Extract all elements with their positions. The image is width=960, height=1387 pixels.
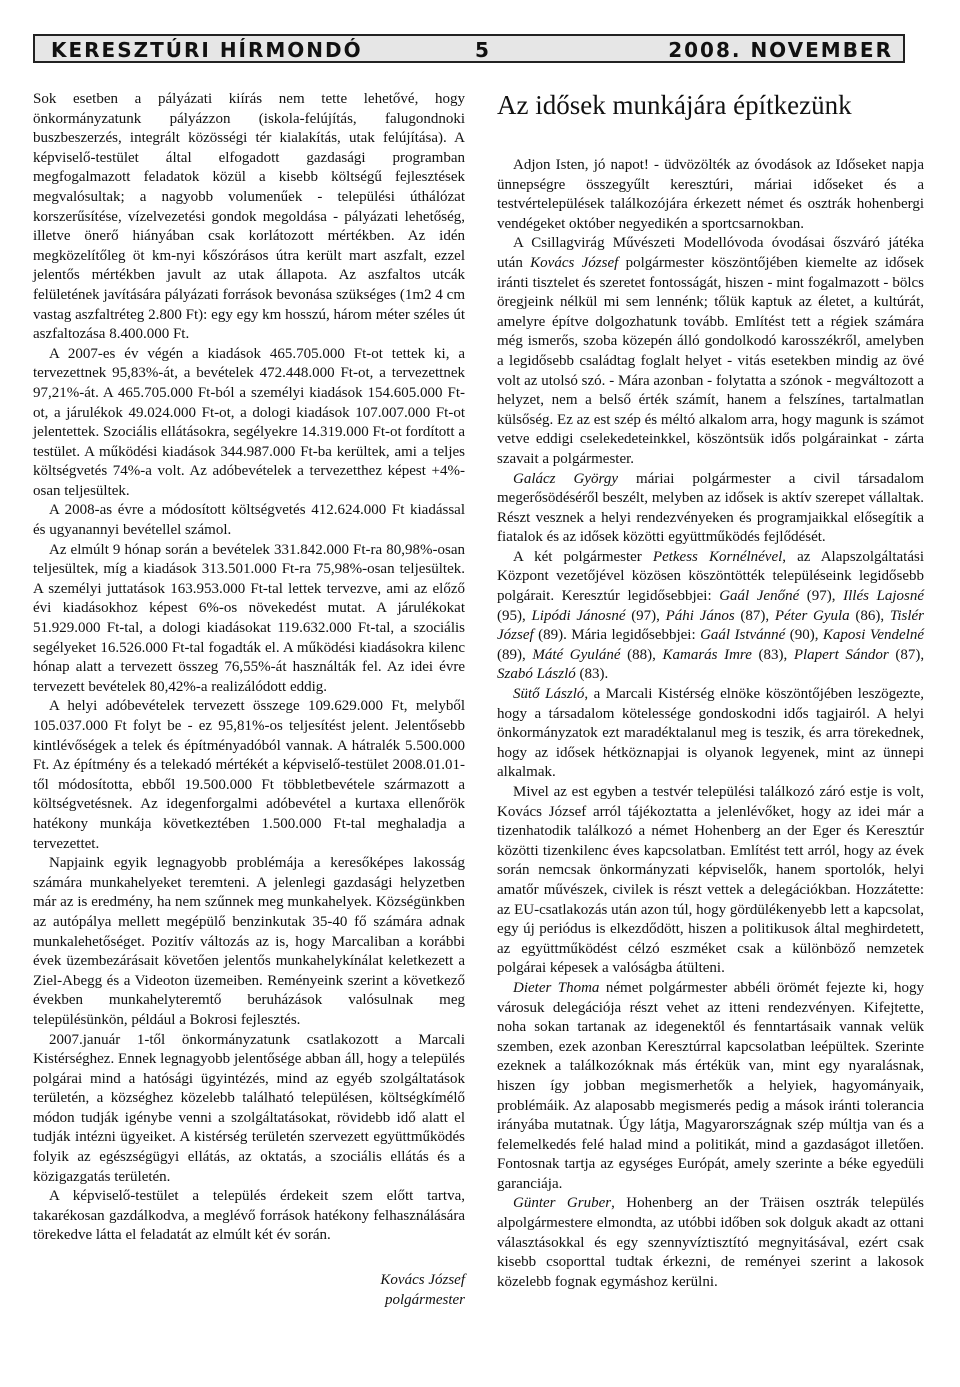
issue-date: 2008. NOVEMBER: [668, 38, 893, 62]
paragraph: Az elmúlt 9 hónap során a bevételek 331.842.000 Ft-ra 80,98%-osan teljesültek, míg a kiadások 313.501.000 Ft-ra 75,98%-osan teljesültek. A személyi juttatások 163.953.000 Ft-tal lettek tervezve, ami az előző évi kiadásokhoz képest 6%-os növekedést mutat. A járulékokat 51.929.000 Ft-tal, a dologi kiadásokat 119.632.000 Ft-tal, a szociális segélyeket 16.526.000 Ft-tal fogadták el. A működési kiadásokra kilenc hónap alatt a tervezett összeg 76,55%-át használták fel. Az idei évre tervezett bevételek 80,42%-a realizálódott eddig.: [33, 541, 465, 695]
paragraph: Dieter Thoma német polgármester abbéli örömét fejezte ki, hogy városuk delegációja részt vehet az itteni rendezvényen. Kifejtette, noha sokan tartanak az idegenektől és fenntartásaik vannak velük szemben, ezek azonban Keresztúrral kapcsolatban leépültek. Szerinte ezeknek a találkozóknak más értékük van, mint egy nyaralásnak, hiszen így jobban megismerhetők a helyiek, hagyományaik, problémáik. Az alaposabb megismerés pedig a mások iránti tolerancia irányába mutatnak. Úgy látja, Magyarországnak szép múltja van és a felemelkedés felé halad mind a politikát, mind a gazdaságot illetően. Fontosnak tartja az egységes Európát, amely szerinte a béke egyedüli garanciája.: [497, 979, 924, 1192]
signature-title: polgármester: [385, 1292, 465, 1309]
paragraph: Mivel az est egyben a testvér települési találkozó záró estje is volt, Kovács József arról tájékoztatta a jelenlévőket, hogy az idei már a tizenhatodik találkozó a német Hohenberg an der Eger és Keresztúr közötti tizenkilenc éves kapcsolatban. Említést tett arról, hogy az évek során nemcsak önkormányzati képviselők, hanem sportolók, helyi amatőr művészek, civilek is részt vettek a delegációkban. Hozzátette: az EU-csatlakozás után azon túl, hogy gördülékenyebb lett a kapcsolat, egy új periódus is elkezdődött, hiszen a politikusok által meghirdetett, az együttműködést célzó eszméket csak a különböző nemzetek polgárai képesek a valóságba átülteni.: [497, 784, 924, 977]
paragraph: A helyi adóbevételek tervezett összege 109.629.000 Ft, melyből 105.037.000 Ft folyt be - ez 95,81%-os teljesítést jelent. Jelentősebb kintlévőségek a telek és építményadóból vannak. A hátralék 5.500.000 Ft. Az építmény és a telekadó mértékét a képviselő-testület 2008.01.01-től módosította, ebből 19.500.000 Ft többletbevétele származott a költségvetésnek. Az idegenforgalmi adóbevétel a kurtaxa ellenőrök hatékony munkája következtében 1.500.000 Ft-tal meghaladja a tervezettet.: [33, 698, 465, 852]
signature-name: Kovács József: [380, 1272, 465, 1289]
paragraph: Adjon Isten, jó napot! - üdvözölték az óvodások az Időseket napja ünnepségre összegyűlt keresztúri, máriai időseket és a testvértelepülések találkozójára érkezett német és osztrák hohenbergi vendégeket október negyedikén a sportcsarnokban.: [497, 157, 924, 232]
signature: [33, 1270, 465, 1310]
person-name: Sütő László: [513, 686, 585, 703]
paragraph: Günter Gruber, Hohenberg an der Träisen osztrák település alpolgármestere elmondta, az utóbbi időben sok dolguk akadt az ottani választásokkal és egy szennyvíztisztító megnyitásával, ezért csak kisebb csoporttal tudtak érkezni, de reményei szerint a lakosok közelebb fognak egymáshoz kerülni.: [497, 1195, 924, 1290]
publication-name: KERESZTÚRI HÍRMONDÓ: [51, 38, 363, 62]
paragraph: Sütő László, a Marcali Kistérség elnöke köszöntőjében leszögezte, hogy a társadalom kötelessége gondoskodni idős tagjairól. A helyi önkormányzatok ezt maradéktalanul meg is teszik, és arra törekednek, hogy az idősek hétköznapjai is olyanok legyenek, mint az ünnepi alkalmak.: [497, 686, 924, 781]
paragraph: 2007.január 1-től önkormányzatunk csatlakozott a Marcali Kistérséghez. Ennek legnagyobb jelentősége abban áll, hogy a település polgárai mind a hatósági ügyintézés, mind az egyéb szolgáltatások területén, a községhez közelebb található településen, költségkímélő módon tudják igénybe venni a szolgáltatásokat, rövidebb idő alatt el tudják intézni ügyeiket. A kistérség területén szervezett együttműködés folyik az egészségügyi ellátás, az oktatás, a szociális ellátás és a közigazgatás területén.: [33, 1031, 465, 1185]
person-name: Kovács József: [530, 254, 619, 271]
right-column-article: [497, 88, 924, 1292]
page-header: [33, 34, 905, 63]
left-column-article: [33, 90, 465, 1310]
person-name: Dieter Thoma: [513, 979, 600, 996]
paragraph: A Csillagvirág Művészeti Modellóvoda óvodásai őszváró játéka után Kovács József polgármester köszöntőjében kiemelte az idősek iránti tisztelet és szeretet fontosságát, hiszen - mint fogalmazott - bölcs öregjeink nélkül mi sem lennénk; tőlük kaptuk az életet, a kultúrát, amelyre építve dolgozhatunk tovább. Említést tett a régiek számára még ismerős, szoba közepén álló gondolkodó karosszékről, amelyben a legidősebb családtag foglalt helyet - vitás esetekben mindig az övé volt az utolsó szó. - Mára azonban - folytatta a szónok - megváltozott a helyzet, nem a belső érték számít, hanem a felszínes, tartalmatlan külsőség. Ez az est szép és méltó alkalom arra, hogy magunk is számot vetve eddigi cselekedeteinkkel, köszöntsük idős polgárainkat - zárta szavait a polgármester.: [497, 235, 924, 467]
paragraph: A képviselő-testület a település érdekeit szem előtt tartva, takarékosan gazdálkodva, a meglévő források hatékony felhasználására törekedve látta el feladatát az elmúlt két év során.: [33, 1188, 465, 1244]
paragraph: Galácz György máriai polgármester a civil társadalom megerősödéséről beszélt, melyben az idősek is aktív szerepet vállaltak. Részt vesznek a helyi rendezvényeken és programjaikkal elősegítik a fiatalok és az idősek közötti együttműködés fejlődését.: [497, 470, 924, 546]
person-name: Galácz György: [513, 470, 618, 487]
person-name: Petkess Kornélnével: [652, 548, 783, 565]
paragraph: A 2008-as évre a módosított költségvetés 412.624.000 Ft kiadással és ugyanannyi bevétellel számol.: [33, 502, 465, 539]
person-name: Günter Gruber: [513, 1195, 612, 1212]
page-number: 5: [475, 38, 489, 62]
article-title: Az idősek munkájára építkezünk: [497, 90, 852, 120]
paragraph: Napjaink egyik legnagyobb problémája a keresőképes lakosság számára munkahelyeket teremteni. A jelenlegi gazdasági helyzetben már az is eredmény, ha nem szűnnek meg munkahelyek. Községünkben az autópálya mellett megépülő benzinkutak 35-40 fő számára adnak munkalehetőséget. Pozitív változás az is, hogy Marcaliban a korábbi évek üzembezárásait követően jelentős munkahelykínálat keletkezett a Ziel-Abegg és a Videoton üzemeiben. Reményeink szerint a következő években munkahelyteremtő beruházások valósulnak meg településünkön, például a Bokrosi fejlesztés.: [33, 855, 465, 1028]
paragraph: Sok esetben a pályázati kiírás nem tette lehetővé, hogy önkormányzatunk pályázzon (iskola-felújítás, falugondnoki buszbeszerzés, integrált közösségi tér kialakítás, utak felújítása). A képviselő-testület által elfogadott gazdasági programban megfogalmazott feladatok közül a kisebb költségű fejlesztések megvalósultak; a nagyobb volumenűek - települési úthálózat korszerűsítése, vízelvezetési gondok megoldása - pályázati lehetőség, illetve önerő hiányában csak korlátozott mértékben. Az idén megközelítőleg öt km-nyi kőszórásos útra került mart aszfalt, ezzel jelentős mértékben javult az utak állapota. Az aszfaltos utcák felületének javítására pályázati források bevonása szükséges (1m2 4 cm vastag aszfaltréteg 2.800 Ft): egy egy km hosszú, három méter széles út aszfaltozása 8.400.000 Ft.: [33, 91, 465, 343]
paragraph: A két polgármester Petkess Kornélnével, az Alapszolgáltatási Központ vezetőjével közösen köszöntötték településeink legidősebb polgárait. Keresztúr legidősebbjei: Gaál Jenőné (97), Illés Lajosné (95), Lipódi Jánosné (97), Páhi János (87), Péter Gyula (86), Tislér József (89). Mária legidősebbjei: Gaál Istvánné (90), Kaposi Vendelné (89), Máté Gyuláné (88), Kamarás Imre (83), Plapert Sándor (87), Szabó László (83).: [497, 548, 925, 683]
paragraph: A 2007-es év végén a kiadások 465.705.000 Ft-ot tettek ki, a tervezettnek 95,83%-át, a bevételek 472.448.000 Ft-ot, a tervezettnek 97,21%-át. A 465.705.000 Ft-ból a személyi kiadások 154.605.000 Ft-ot, a járulékok 49.024.000 Ft-ot, a dologi kiadások 107.007.000 Ft-ot jelentettek. Szociális ellátásokra, segélyekre 14.319.000 Ft-ot fordított a testület. A működési kiadások 344.987.000 Ft-ba kerültek, ami a teljes költségvetés 74%-a volt. Az adóbevételek a tervezetthez képest +4%-osan teljesültek.: [33, 345, 465, 499]
